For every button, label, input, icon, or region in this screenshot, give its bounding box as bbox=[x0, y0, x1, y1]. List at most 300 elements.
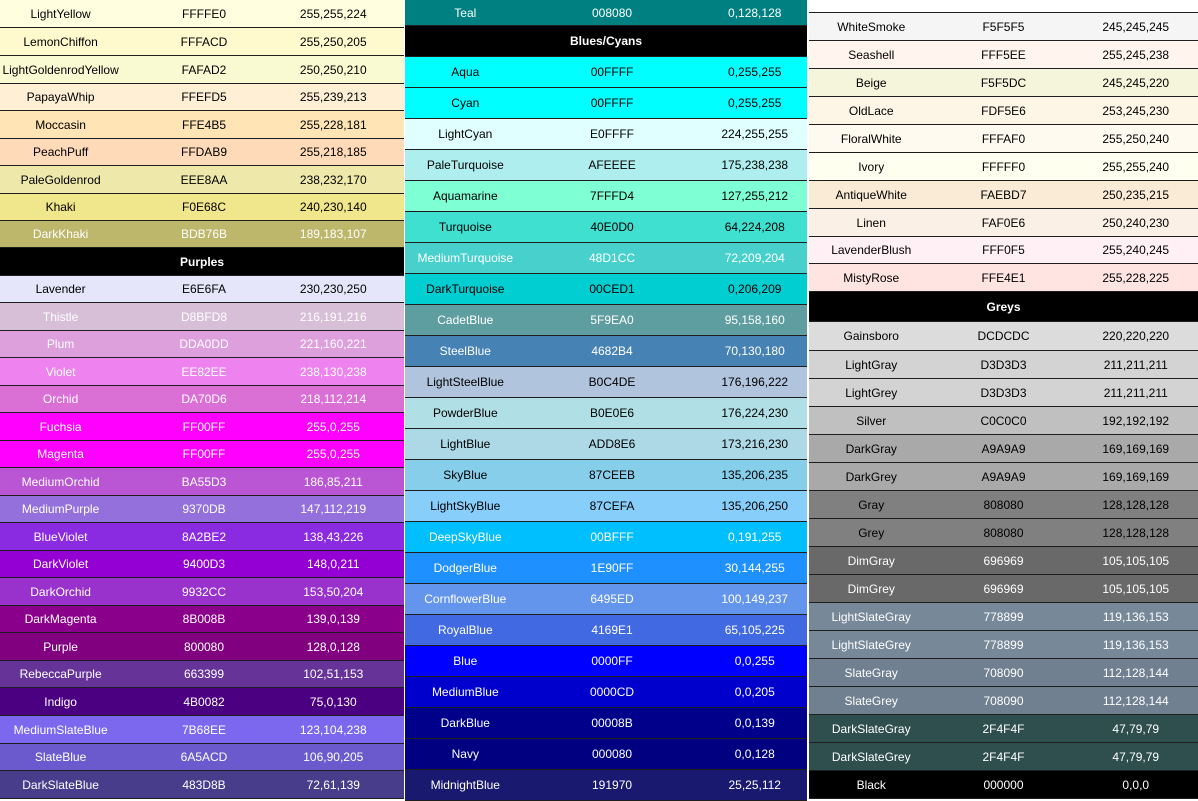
color-name: SteelBlue bbox=[439, 344, 491, 358]
color-rgb: 100,149,237 bbox=[721, 592, 789, 606]
color-hex: 5F9EA0 bbox=[590, 313, 634, 327]
color-rgb: 128,128,128 bbox=[1102, 525, 1170, 540]
color-hex: 696969 bbox=[983, 581, 1024, 596]
color-row-linen bbox=[809, 209, 1198, 237]
color-name: MediumBlue bbox=[431, 685, 499, 699]
color-rgb: 255,240,245 bbox=[1102, 243, 1170, 257]
color-row-ivory bbox=[809, 153, 1198, 181]
color-rgb: 105,105,105 bbox=[1102, 553, 1170, 568]
color-hex: FAF0E6 bbox=[981, 215, 1026, 230]
color-hex: FAEBD7 bbox=[980, 187, 1027, 202]
color-row-orchid bbox=[0, 386, 404, 413]
color-name: Thistle bbox=[42, 309, 79, 324]
color-hex: DDA0DD bbox=[179, 337, 229, 351]
color-hex: 808080 bbox=[983, 497, 1024, 512]
color-rgb: 245,245,245 bbox=[1102, 19, 1170, 34]
color-hex: 0000FF bbox=[591, 654, 633, 668]
color-rgb: 255,245,238 bbox=[1102, 47, 1170, 62]
color-name: Grey bbox=[858, 525, 885, 540]
color-hex: 008080 bbox=[592, 5, 633, 20]
color-name: DimGray bbox=[847, 553, 895, 568]
color-name: OldLace bbox=[848, 103, 894, 118]
color-hex: FDF5E6 bbox=[981, 103, 1026, 118]
section-header-label: Greys bbox=[986, 299, 1021, 314]
color-row-light-yellow bbox=[0, 0, 404, 28]
color-row-moccasin bbox=[0, 111, 404, 139]
color-rgb bbox=[1074, 0, 1198, 12]
color-name bbox=[809, 0, 933, 12]
color-row-antique-white bbox=[809, 181, 1198, 209]
color-name: Black bbox=[856, 777, 886, 792]
color-rgb: 135,206,250 bbox=[721, 499, 789, 513]
color-row-rebecca-purple bbox=[0, 661, 404, 688]
color-row-peach-puff bbox=[0, 139, 404, 166]
color-row-purple bbox=[0, 633, 404, 661]
color-name: LightSkyBlue bbox=[430, 499, 501, 513]
color-row-lavender-blush bbox=[809, 237, 1198, 264]
color-name: LightGoldenrodYellow bbox=[2, 62, 119, 77]
color-row-cornflower-blue bbox=[405, 584, 807, 615]
color-name: SkyBlue bbox=[443, 468, 488, 482]
color-name: Fuchsia bbox=[39, 419, 82, 434]
color-row-aquamarine bbox=[405, 181, 807, 212]
color-hex: 6A5ACD bbox=[180, 750, 228, 764]
color-row-white-smoke bbox=[809, 13, 1198, 41]
color-row-misty-rose bbox=[809, 264, 1198, 292]
color-rgb: 127,255,212 bbox=[721, 189, 789, 203]
color-hex: BA55D3 bbox=[181, 474, 227, 489]
color-hex: 9400D3 bbox=[182, 557, 226, 571]
color-hex: 00CED1 bbox=[589, 282, 635, 296]
color-rgb: 0,0,139 bbox=[734, 716, 775, 730]
color-name: PaleGoldenrod bbox=[20, 172, 101, 187]
color-column-middle bbox=[405, 0, 807, 801]
color-row-gray bbox=[809, 491, 1198, 519]
color-rgb: 175,238,238 bbox=[721, 158, 789, 172]
color-hex: FFE4B5 bbox=[181, 117, 226, 132]
color-rgb: 220,220,220 bbox=[1102, 329, 1170, 343]
color-row-cyan bbox=[405, 88, 807, 119]
color-hex: EEE8AA bbox=[180, 172, 228, 187]
color-hex: 00FFFF bbox=[590, 65, 634, 79]
color-row-dark-magenta bbox=[0, 606, 404, 633]
color-rgb: 47,79,79 bbox=[1112, 749, 1160, 764]
color-hex: D3D3D3 bbox=[980, 357, 1027, 372]
color-name: DarkSlateBlue bbox=[22, 777, 99, 792]
color-row-midnight-blue bbox=[405, 770, 807, 801]
color-rgb: 112,128,144 bbox=[1102, 665, 1169, 680]
color-hex: 808080 bbox=[983, 525, 1024, 540]
color-rgb: 255,250,240 bbox=[1102, 131, 1170, 146]
color-rgb: 173,216,230 bbox=[721, 437, 789, 451]
color-name: MediumOrchid bbox=[21, 474, 100, 489]
color-row-fuchsia bbox=[0, 413, 404, 441]
color-name: Gainsboro bbox=[843, 329, 899, 343]
color-rgb: 176,224,230 bbox=[721, 406, 789, 420]
section-header-blues-cyans bbox=[405, 26, 807, 57]
color-rgb: 216,191,216 bbox=[299, 309, 367, 324]
color-hex: FAFAD2 bbox=[181, 62, 227, 77]
color-column-left bbox=[0, 0, 404, 799]
color-row-dim-gray bbox=[809, 547, 1198, 575]
color-row-lavender bbox=[0, 276, 404, 303]
color-rgb: 95,158,160 bbox=[724, 313, 785, 327]
color-rgb: 255,255,240 bbox=[1102, 159, 1170, 174]
color-row-cadet-blue bbox=[405, 305, 807, 336]
color-rgb: 0,255,255 bbox=[728, 65, 782, 79]
color-name: MediumTurquoise bbox=[417, 251, 514, 265]
color-rgb: 138,43,226 bbox=[303, 529, 364, 544]
color-name: LavenderBlush bbox=[831, 243, 912, 257]
color-hex: 4169E1 bbox=[591, 623, 633, 637]
color-name: FloralWhite bbox=[840, 131, 902, 146]
color-row-thistle bbox=[0, 303, 404, 331]
color-row-lemon-chiffon bbox=[0, 28, 404, 56]
color-hex: 8B008B bbox=[182, 612, 226, 626]
color-row-light-steel-blue bbox=[405, 367, 807, 398]
color-hex: FFEFD5 bbox=[181, 90, 227, 104]
color-row-dark-gray bbox=[809, 435, 1198, 463]
color-rgb: 245,245,220 bbox=[1102, 75, 1170, 90]
color-rgb: 255,228,225 bbox=[1102, 270, 1170, 285]
color-row-dark-grey bbox=[809, 463, 1198, 491]
color-hex: 2F4F4F bbox=[982, 721, 1025, 736]
color-name: PowderBlue bbox=[432, 406, 498, 420]
color-hex: FFFFF0 bbox=[981, 159, 1026, 174]
color-column-right bbox=[809, 0, 1198, 799]
color-name: Purple bbox=[43, 639, 78, 654]
color-hex: FFDAB9 bbox=[180, 145, 227, 159]
color-rgb: 255,250,205 bbox=[299, 34, 367, 49]
color-hex: 9932CC bbox=[181, 584, 227, 599]
color-hex: 6495ED bbox=[590, 592, 634, 606]
color-name: SlateGray bbox=[844, 665, 898, 680]
color-rgb: 65,105,225 bbox=[724, 623, 785, 637]
color-rgb: 106,90,205 bbox=[303, 750, 364, 764]
color-rgb: 105,105,105 bbox=[1102, 581, 1170, 596]
color-hex: 800080 bbox=[183, 639, 225, 654]
color-rgb: 25,25,112 bbox=[728, 778, 781, 792]
color-rgb: 224,255,255 bbox=[721, 127, 789, 141]
color-row-dark-turquoise bbox=[405, 274, 807, 305]
color-name: Silver bbox=[856, 413, 887, 428]
color-hex: 663399 bbox=[183, 667, 225, 681]
color-name: AntiqueWhite bbox=[835, 187, 907, 202]
color-hex: 87CEEB bbox=[589, 468, 636, 482]
color-row-seashell bbox=[809, 41, 1198, 69]
color-hex: FF00FF bbox=[182, 419, 226, 434]
color-row-light-sky-blue bbox=[405, 491, 807, 522]
color-hex: D3D3D3 bbox=[980, 385, 1027, 400]
color-rgb: 176,196,222 bbox=[721, 375, 789, 389]
section-header-label: Purples bbox=[179, 254, 224, 269]
color-hex: 000080 bbox=[592, 747, 633, 761]
color-row-dark-slate-gray bbox=[809, 715, 1198, 743]
color-hex: 1E90FF bbox=[590, 561, 634, 575]
color-row-aqua bbox=[405, 57, 807, 88]
color-hex: 9370DB bbox=[182, 502, 226, 516]
color-rgb: 0,0,0 bbox=[1122, 777, 1150, 792]
color-hex: 7FFFD4 bbox=[590, 189, 635, 203]
color-hex: 8A2BE2 bbox=[181, 529, 227, 544]
color-row-magenta bbox=[0, 441, 404, 468]
color-name: MidnightBlue bbox=[430, 778, 500, 792]
color-row-medium-slate-blue bbox=[0, 716, 404, 744]
color-rgb: 186,85,211 bbox=[303, 474, 363, 489]
color-rgb: 75,0,130 bbox=[309, 694, 357, 709]
color-name: LightSlateGray bbox=[831, 609, 911, 624]
color-rgb: 221,160,221 bbox=[299, 337, 367, 351]
color-hex: 000000 bbox=[983, 777, 1024, 792]
color-name: DarkKhaki bbox=[32, 227, 89, 241]
color-rgb: 0,0,128 bbox=[734, 747, 775, 761]
color-row-navy bbox=[405, 739, 807, 770]
color-hex: 7B68EE bbox=[181, 722, 227, 737]
color-hex: E0FFFF bbox=[590, 127, 635, 141]
color-row-khaki bbox=[0, 194, 404, 221]
color-hex: 00BFFF bbox=[590, 530, 634, 544]
color-row-beige bbox=[809, 69, 1198, 97]
color-name: SlateBlue bbox=[34, 750, 87, 764]
color-row-silver bbox=[809, 407, 1198, 435]
color-name: Khaki bbox=[45, 200, 76, 214]
color-rgb: 119,136,153 bbox=[1102, 637, 1169, 652]
color-hex: FFF5EE bbox=[981, 47, 1026, 62]
color-row-royal-blue bbox=[405, 615, 807, 646]
color-row-floral-white bbox=[809, 125, 1198, 153]
color-rgb: 250,250,210 bbox=[299, 62, 367, 77]
color-rgb: 102,51,153 bbox=[303, 667, 364, 681]
color-name: LightGrey bbox=[845, 385, 898, 400]
color-row-violet bbox=[0, 358, 404, 386]
color-row-light-goldenrod-yellow bbox=[0, 56, 404, 84]
color-name: DarkGray bbox=[845, 441, 897, 456]
color-hex: 48D1CC bbox=[589, 251, 636, 265]
section-header-greys bbox=[809, 292, 1198, 322]
color-row-light-grey bbox=[809, 379, 1198, 407]
color-rgb: 255,0,255 bbox=[306, 419, 360, 434]
color-hex: EE82EE bbox=[181, 364, 227, 379]
color-rgb: 238,130,238 bbox=[299, 364, 367, 379]
color-name: WhiteSmoke bbox=[837, 19, 906, 34]
color-rgb: 148,0,211 bbox=[307, 557, 360, 571]
color-hex: C0C0C0 bbox=[980, 413, 1027, 428]
color-row-teal bbox=[405, 0, 807, 26]
color-row-dark-orchid bbox=[0, 578, 404, 606]
color-row-blue bbox=[405, 646, 807, 677]
color-name: Linen bbox=[856, 215, 886, 230]
color-name: Violet bbox=[45, 364, 76, 379]
color-name: LightCyan bbox=[438, 127, 493, 141]
color-row-dark-slate-grey bbox=[809, 743, 1198, 771]
color-hex: ADD8E6 bbox=[588, 437, 636, 451]
color-hex: 191970 bbox=[592, 778, 633, 792]
color-hex: 778899 bbox=[983, 637, 1024, 652]
color-hex: DA70D6 bbox=[181, 392, 227, 406]
color-hex: 778899 bbox=[983, 609, 1024, 624]
color-rgb: 72,61,139 bbox=[306, 777, 360, 792]
color-name: Indigo bbox=[44, 694, 77, 709]
color-hex: F5F5F5 bbox=[982, 19, 1025, 34]
color-hex: 0000CD bbox=[590, 685, 635, 699]
color-name: LightBlue bbox=[440, 437, 491, 451]
color-row-dodger-blue bbox=[405, 553, 807, 584]
color-hex: BDB76B bbox=[180, 227, 228, 241]
color-row-medium-turquoise bbox=[405, 243, 807, 274]
color-rgb: 211,211,211 bbox=[1103, 385, 1168, 400]
color-hex: F5F5DC bbox=[980, 75, 1027, 90]
color-name: Turquoise bbox=[438, 220, 492, 234]
color-hex: FFE4E1 bbox=[981, 270, 1026, 285]
color-name: Navy bbox=[451, 747, 479, 761]
color-row-plum bbox=[0, 331, 404, 358]
color-name: Beige bbox=[855, 75, 887, 90]
color-name: DarkViolet bbox=[33, 557, 89, 571]
color-rgb: 250,235,215 bbox=[1102, 187, 1170, 202]
color-name: PapayaWhip bbox=[26, 90, 95, 104]
color-rgb: 72,209,204 bbox=[724, 251, 785, 265]
color-hex: FFFFE0 bbox=[182, 6, 226, 21]
color-hex: 483D8B bbox=[182, 777, 226, 792]
color-rgb: 253,245,230 bbox=[1102, 103, 1170, 118]
color-hex: 87CEFA bbox=[589, 499, 635, 513]
color-hex: 696969 bbox=[983, 553, 1024, 568]
color-name: DarkSlateGray bbox=[831, 721, 911, 736]
color-rgb: 112,128,144 bbox=[1102, 693, 1169, 708]
color-rgb: 218,112,214 bbox=[300, 392, 367, 406]
color-hex bbox=[933, 0, 1073, 12]
color-rgb: 240,230,140 bbox=[299, 200, 367, 214]
color-row-slate-gray bbox=[809, 659, 1198, 687]
color-name: CornflowerBlue bbox=[424, 592, 507, 606]
color-hex: B0E0E6 bbox=[590, 406, 635, 420]
color-name: LemonChiffon bbox=[23, 34, 98, 49]
color-name: Plum bbox=[46, 337, 75, 351]
color-name: DarkMagenta bbox=[24, 612, 97, 626]
color-name: MistyRose bbox=[843, 270, 900, 285]
color-name: Orchid bbox=[42, 392, 79, 406]
color-rgb: 70,130,180 bbox=[724, 344, 785, 358]
color-row-dark-khaki bbox=[0, 221, 404, 248]
color-rgb: 0,0,255 bbox=[734, 654, 775, 668]
color-row-steel-blue bbox=[405, 336, 807, 367]
color-hex: A9A9A9 bbox=[981, 469, 1026, 484]
color-name: Aquamarine bbox=[432, 189, 498, 203]
color-hex: 4B0082 bbox=[183, 694, 225, 709]
color-name: Gray bbox=[858, 497, 885, 512]
color-rgb: 255,0,255 bbox=[306, 447, 360, 461]
color-name: DarkSlateGrey bbox=[831, 749, 911, 764]
color-name: MediumPurple bbox=[21, 502, 100, 516]
color-rgb: 0,0,205 bbox=[734, 685, 775, 699]
color-rgb: 189,183,107 bbox=[299, 227, 367, 241]
color-rgb: 250,240,230 bbox=[1102, 215, 1170, 230]
color-hex: 4682B4 bbox=[591, 344, 633, 358]
color-name: Lavender bbox=[35, 282, 86, 296]
color-name: DarkGrey bbox=[845, 469, 897, 484]
color-hex: 708090 bbox=[983, 665, 1024, 680]
color-hex: F0E68C bbox=[181, 200, 227, 214]
section-header-label: Blues/Cyans bbox=[569, 34, 643, 48]
color-name: DodgerBlue bbox=[433, 561, 497, 575]
color-row-partial bbox=[809, 0, 1198, 13]
color-row-old-lace bbox=[809, 97, 1198, 125]
color-rgb: 30,144,255 bbox=[724, 561, 785, 575]
color-row-blue-violet bbox=[0, 523, 404, 551]
color-row-medium-orchid bbox=[0, 468, 404, 496]
color-hex: FFFACD bbox=[180, 34, 228, 49]
color-hex: B0C4DE bbox=[588, 375, 636, 389]
color-hex: AFEEEE bbox=[588, 158, 636, 172]
color-name: PaleTurquoise bbox=[426, 158, 504, 172]
color-name: SlateGrey bbox=[844, 693, 898, 708]
color-row-light-blue bbox=[405, 429, 807, 460]
color-rgb: 255,228,181 bbox=[299, 117, 367, 132]
color-rgb: 119,136,153 bbox=[1102, 609, 1169, 624]
color-row-light-slate-grey bbox=[809, 631, 1198, 659]
color-name: Blue bbox=[453, 654, 478, 668]
color-row-grey bbox=[809, 519, 1198, 547]
color-row-medium-purple bbox=[0, 496, 404, 523]
color-hex: 40E0D0 bbox=[590, 220, 634, 234]
color-hex: 00FFFF bbox=[590, 96, 634, 110]
color-rgb: 64,224,208 bbox=[724, 220, 785, 234]
color-rgb: 0,191,255 bbox=[728, 530, 782, 544]
color-name: LightGray bbox=[845, 357, 898, 372]
color-rgb: 255,239,213 bbox=[299, 90, 367, 104]
color-name: LightSlateGrey bbox=[831, 637, 911, 652]
color-row-dim-grey bbox=[809, 575, 1198, 603]
color-rgb: 0,206,209 bbox=[728, 282, 782, 296]
color-name: RoyalBlue bbox=[437, 623, 493, 637]
color-rgb: 211,211,211 bbox=[1103, 357, 1168, 372]
color-rgb: 255,218,185 bbox=[299, 145, 367, 159]
color-rgb: 0,255,255 bbox=[728, 96, 782, 110]
color-name: Cyan bbox=[451, 96, 480, 110]
color-name: Magenta bbox=[37, 447, 84, 461]
color-row-pale-turquoise bbox=[405, 150, 807, 181]
color-name: RebeccaPurple bbox=[19, 667, 102, 681]
color-hex: DCDCDC bbox=[977, 329, 1030, 343]
color-row-light-slate-gray bbox=[809, 603, 1198, 631]
color-rgb: 139,0,139 bbox=[306, 612, 360, 626]
color-name: CadetBlue bbox=[437, 313, 494, 327]
color-rgb: 153,50,204 bbox=[303, 584, 364, 599]
color-name: Aqua bbox=[451, 65, 480, 79]
color-row-slate-blue bbox=[0, 744, 404, 771]
color-rgb: 123,104,238 bbox=[299, 722, 367, 737]
color-rgb: 230,230,250 bbox=[299, 282, 367, 296]
color-name: Teal bbox=[454, 5, 477, 20]
color-rgb: 47,79,79 bbox=[1112, 721, 1160, 736]
color-rgb: 147,112,219 bbox=[300, 502, 367, 516]
color-row-sky-blue bbox=[405, 460, 807, 491]
color-name: DarkOrchid bbox=[30, 584, 91, 599]
color-name: LightYellow bbox=[30, 6, 91, 21]
color-hex: FF00FF bbox=[182, 447, 226, 461]
color-hex: E6E6FA bbox=[181, 282, 227, 296]
color-name: DarkBlue bbox=[440, 716, 490, 730]
color-hex: A9A9A9 bbox=[981, 441, 1026, 456]
section-header-purples bbox=[0, 248, 404, 276]
color-rgb: 0,128,128 bbox=[728, 5, 782, 20]
color-row-indigo bbox=[0, 688, 404, 716]
color-row-black bbox=[809, 771, 1198, 799]
color-row-dark-violet bbox=[0, 551, 404, 578]
color-rgb: 169,169,169 bbox=[1102, 469, 1170, 484]
color-row-dark-slate-blue bbox=[0, 771, 404, 799]
color-hex: FFFAF0 bbox=[981, 131, 1026, 146]
